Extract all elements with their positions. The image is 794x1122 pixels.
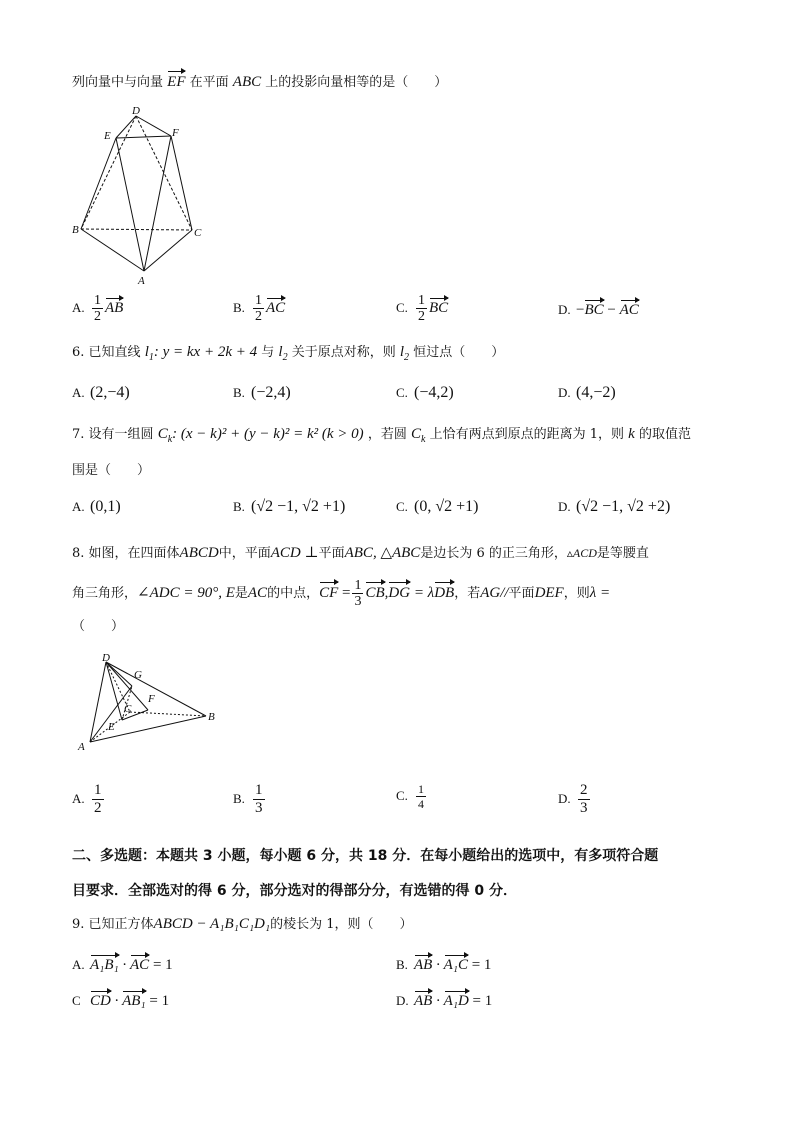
q7-stem-text: 7. 设有一组圆 xyxy=(72,427,154,442)
option-label: A. xyxy=(72,790,85,806)
option-label: A. xyxy=(72,957,85,972)
vector: AB xyxy=(414,957,433,973)
q5-vector-ef: EF xyxy=(167,74,186,90)
subscript: 1 xyxy=(148,352,154,363)
q8-option-d[interactable] xyxy=(558,782,592,817)
q8-math: ∠ADC = 90°, E xyxy=(137,584,235,601)
q7-option-b[interactable] xyxy=(233,498,345,516)
q5-stem-text-2: 在平面 xyxy=(189,75,229,90)
minus-sign: − xyxy=(576,302,585,318)
vector: A₁C xyxy=(443,957,468,973)
option-value: (2,−4) xyxy=(90,384,130,401)
q9-text: 9. 已知正方体 xyxy=(72,917,154,932)
q8-option-a[interactable] xyxy=(72,782,106,817)
q7-equation: : (x − k)² + (y − k)² = k² (k > 0) xyxy=(172,426,364,442)
q9-option-b[interactable]: B. AB · A₁C = 1 xyxy=(396,957,492,973)
frac-den: 3 xyxy=(580,800,588,816)
q5-polyhedron-figure xyxy=(68,102,208,292)
option-value: (√2 −1, √2 +2) xyxy=(576,498,671,515)
q8-tetrahedron-figure xyxy=(72,650,222,755)
option-label: C. xyxy=(396,499,408,514)
q7-option-c[interactable] xyxy=(396,498,478,516)
q6-option-c[interactable] xyxy=(396,384,454,402)
q8-label-f: F xyxy=(148,693,155,705)
q9-option-c[interactable]: C CD · AB₁ = 1 xyxy=(72,993,170,1009)
q6-stem-text: 6. 已知直线 xyxy=(72,345,141,360)
q9-stem xyxy=(72,915,413,934)
frac-den: 3 xyxy=(255,800,263,816)
q5-stem-text: 列向量中与向量 xyxy=(72,75,164,90)
option-label: B. xyxy=(396,957,408,972)
q8-math: AC xyxy=(247,584,268,601)
frac-num: 1 xyxy=(94,782,102,798)
section2-heading-line2: 目要求．全部选对的得 6 分，部分选对的得部分分，有选错的得 0 分． xyxy=(72,883,517,899)
option-label: A. xyxy=(72,499,85,514)
option-label: C xyxy=(72,993,81,1008)
q8-label-e: E xyxy=(108,721,115,733)
subscript: k xyxy=(420,434,426,445)
q8-math: ▵ACD xyxy=(566,546,597,560)
q5-label-c: C xyxy=(194,227,202,239)
q5-option-c[interactable] xyxy=(396,293,448,324)
option-label: D. xyxy=(558,302,571,317)
q8-text: ，则 xyxy=(563,585,590,601)
var-k: k xyxy=(628,426,635,442)
minus-sign: − xyxy=(607,302,616,318)
frac-num: 1 xyxy=(255,293,262,308)
q7-stem-text-4: 的取值范 xyxy=(638,427,691,442)
vector: BC xyxy=(584,302,604,318)
option-label: D. xyxy=(558,499,571,514)
vector: CF xyxy=(319,584,339,601)
q5-stem xyxy=(72,73,447,92)
vector: BC xyxy=(429,299,449,316)
option-label: B. xyxy=(233,299,245,315)
q8-option-b[interactable] xyxy=(233,782,267,817)
q8-math: ABC, △ABC xyxy=(344,545,421,561)
vector: AC xyxy=(130,957,150,973)
frac-den: 2 xyxy=(418,309,425,324)
circle-c: C xyxy=(410,426,421,442)
line-l2: l xyxy=(278,344,283,360)
q6-stem xyxy=(72,343,504,367)
option-label: D. xyxy=(396,993,409,1008)
q8-text: 是边长为 6 的正三角形， xyxy=(420,546,567,561)
q8-label-d: D xyxy=(102,652,110,664)
q8-text: 是 xyxy=(234,585,248,601)
q7-option-a[interactable] xyxy=(72,498,121,516)
option-value: (4,−2) xyxy=(576,384,616,401)
option-label: B. xyxy=(233,790,245,806)
frac-num: 1 xyxy=(255,782,263,798)
frac-num: 1 xyxy=(418,782,424,796)
section2-heading-line1: 二、多选题：本题共 3 小题，每小题 6 分，共 18 分．在每小题给出的选项中，有多项符合题 xyxy=(72,848,659,864)
q6-stem-text-3: 关于原点对称，则 xyxy=(291,345,396,360)
frac-den: 2 xyxy=(255,309,262,324)
q8-math: ABCD xyxy=(179,545,219,561)
equals-value: = 1 xyxy=(149,993,170,1009)
frac-den: 2 xyxy=(94,309,101,324)
option-label: D. xyxy=(558,790,571,806)
equals-value: = 1 xyxy=(152,957,173,973)
q8-text: 的中点， xyxy=(267,585,320,601)
q8-text: 角三角形， xyxy=(72,585,138,601)
frac-num: 1 xyxy=(354,578,362,593)
q8-label-a: A xyxy=(78,741,85,753)
option-label: A. xyxy=(72,385,85,400)
option-label: B. xyxy=(233,499,245,514)
vector: DG xyxy=(388,584,411,601)
option-value: (−4,2) xyxy=(414,384,454,401)
frac-den: 3 xyxy=(354,594,362,609)
q8-stem-line2 xyxy=(72,578,610,609)
q8-text: ，若 xyxy=(454,585,481,601)
frac-num: 1 xyxy=(94,293,101,308)
q5-label-f: F xyxy=(172,127,179,139)
q7-stem-text-3: 上恰有两点到原点的距离为 1，则 xyxy=(429,427,624,442)
subscript: 2 xyxy=(404,352,410,363)
q8-text: 8. 如图，在四面体 xyxy=(72,546,180,561)
q7-option-d[interactable] xyxy=(558,498,670,516)
comma: , xyxy=(384,584,389,601)
vector: CD xyxy=(90,993,111,1009)
vector: A₁D xyxy=(443,993,469,1009)
vector: AC xyxy=(619,302,639,318)
q8-label-b: B xyxy=(208,711,215,723)
q9-option-a[interactable]: A. A₁B₁ · AC = 1 xyxy=(72,957,173,973)
q8-math: DEF xyxy=(534,584,564,601)
option-value: (0,1) xyxy=(90,498,121,515)
circle-c: C xyxy=(157,426,168,442)
subscript: k xyxy=(167,434,173,445)
q5-option-b[interactable] xyxy=(233,293,285,324)
q8-text: 平面 xyxy=(508,585,535,601)
frac-num: 2 xyxy=(580,782,588,798)
q8-option-c[interactable] xyxy=(396,782,428,811)
q7-stem xyxy=(72,425,691,449)
q7-stem-text-2: ，若圆 xyxy=(367,427,407,442)
option-label: B. xyxy=(233,385,245,400)
q5-label-a: A xyxy=(138,275,145,287)
vector: AB xyxy=(105,299,124,316)
q8-stem-line3: （ ） xyxy=(72,619,125,634)
q9-math: ABCD − A₁B₁C₁D₁ xyxy=(153,916,271,932)
vector: AB₁ xyxy=(122,993,146,1009)
frac-den: 4 xyxy=(418,797,424,811)
q5-option-d[interactable] xyxy=(558,302,639,319)
vector: AB xyxy=(414,993,433,1009)
q8-label-c: C xyxy=(124,703,132,715)
q6-stem-text-4: 恒过点（ ） xyxy=(413,345,505,360)
q5-plane: ABC xyxy=(232,74,262,90)
option-label: C. xyxy=(396,385,408,400)
q6-stem-text-2: 与 xyxy=(261,345,275,360)
q5-label-e: E xyxy=(104,130,111,142)
q5-stem-text-3: 上的投影向量相等的是（ ） xyxy=(265,75,448,90)
vector: A₁B₁ xyxy=(90,957,119,973)
line-l1: l xyxy=(144,344,149,360)
q9-option-d[interactable]: D. AB · A₁D = 1 xyxy=(396,993,493,1009)
vector: CB xyxy=(365,584,385,601)
q8-text: 平面 xyxy=(318,546,345,561)
subscript: 2 xyxy=(282,352,288,363)
q5-label-b: B xyxy=(72,224,79,236)
q8-stem-line1 xyxy=(72,544,649,563)
q9-text: 的棱长为 1，则（ ） xyxy=(270,917,413,932)
option-value: (−2,4) xyxy=(251,384,291,401)
q6-equation: : y = kx + 2k + 4 xyxy=(153,344,258,360)
equals: = xyxy=(342,584,351,601)
vector: DB xyxy=(434,584,455,601)
option-value: (0, √2 +1) xyxy=(414,498,479,515)
option-value: (√2 −1, √2 +1) xyxy=(251,498,346,515)
q7-stem-line2: 围是（ ） xyxy=(72,463,151,478)
q6-option-b[interactable] xyxy=(233,384,291,402)
vector: AC xyxy=(266,299,286,316)
q8-math: λ = xyxy=(589,584,611,601)
option-label: C. xyxy=(396,787,408,803)
q8-math: AG// xyxy=(480,584,509,601)
q8-math: ACD ⊥ xyxy=(270,545,319,561)
equals-lambda: = λ xyxy=(413,584,435,601)
frac-num: 1 xyxy=(418,293,425,308)
line-l2: l xyxy=(399,344,405,360)
q6-option-a[interactable] xyxy=(72,384,130,402)
frac-den: 2 xyxy=(94,800,102,816)
q8-label-g: G xyxy=(134,669,142,681)
option-label: A. xyxy=(72,299,85,315)
equals-value: = 1 xyxy=(472,993,493,1009)
option-label: C. xyxy=(396,299,408,315)
q8-text: 是等腰直 xyxy=(596,546,649,561)
equals-value: = 1 xyxy=(471,957,492,973)
q8-text: 中，平面 xyxy=(218,546,271,561)
q6-option-d[interactable] xyxy=(558,384,616,402)
q5-option-a[interactable] xyxy=(72,293,123,324)
option-label: D. xyxy=(558,385,571,400)
q5-label-d: D xyxy=(132,105,140,117)
